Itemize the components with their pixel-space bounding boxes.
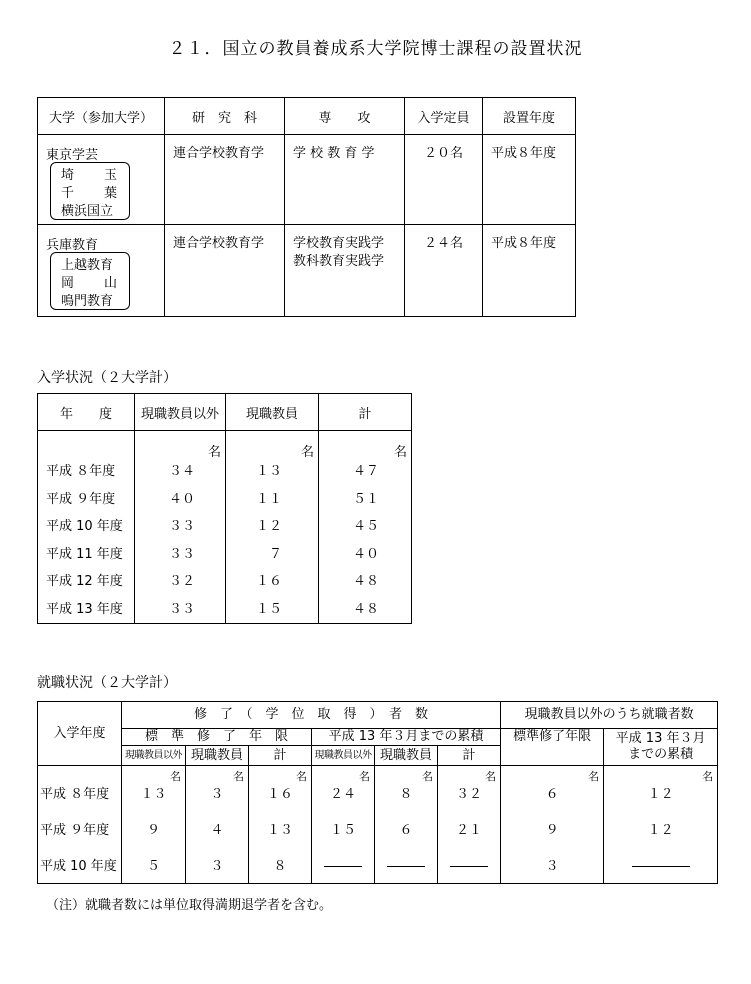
value: １３ <box>140 787 167 802</box>
header-cumulative-2 <box>604 729 718 766</box>
participant: 岡 <box>61 276 75 291</box>
value: ３ <box>545 859 559 874</box>
employment-body <box>38 766 718 884</box>
value: １５ <box>329 823 356 838</box>
value: ６ <box>399 823 413 838</box>
value: ８ <box>399 787 413 802</box>
value: ９ <box>146 823 160 838</box>
value: ２１ <box>456 823 483 838</box>
value: ３２ <box>456 787 483 802</box>
header-year: 年 度 <box>38 394 135 431</box>
participant: 山 <box>103 276 117 291</box>
entry-year-column <box>38 766 122 884</box>
year-label: 平成 12 年度 <box>46 574 123 590</box>
enrollment-table <box>37 393 412 624</box>
header-cumulative-2a: 平成 13 年３月 <box>615 731 706 746</box>
unit-label: 名 <box>588 770 600 783</box>
value: ３ <box>210 859 224 874</box>
participant-bracket <box>50 252 130 310</box>
established-year: 平成８年度 <box>491 146 557 161</box>
page-title: ２１．国立の教員養成系大学院博士課程の設置状況 <box>168 39 583 59</box>
year-label: 平成 ８年度 <box>46 464 116 479</box>
unit-label: 名 <box>233 770 244 783</box>
university-name: 東京学芸 <box>46 148 99 163</box>
dash <box>387 866 425 867</box>
year-label: 平成 10 年度 <box>46 519 123 535</box>
table-row <box>38 135 576 225</box>
established-year: 平成８年度 <box>491 236 557 251</box>
value-column <box>438 766 501 884</box>
unit-label: 名 <box>300 445 314 460</box>
value: ３３ <box>168 601 195 617</box>
header-teacher: 現職教員 <box>375 746 438 766</box>
value: １２ <box>255 519 282 535</box>
header-non-teacher: 現職教員以外 <box>312 746 375 766</box>
value: ５ <box>146 859 160 874</box>
participant: 埼 <box>61 168 75 183</box>
value: ９ <box>545 823 559 838</box>
unit-label: 名 <box>207 445 221 460</box>
value: ６ <box>545 787 559 802</box>
header-non-teacher: 現職教員以外 <box>122 746 186 766</box>
participant: 葉 <box>103 186 117 201</box>
footnote: （注）就職者数には単位取得満期退学者を含む。 <box>46 898 333 913</box>
major-item: 教科教育実践学 <box>293 254 385 269</box>
value: １１ <box>255 491 282 507</box>
participant: 鳴門教育 <box>61 294 114 309</box>
unit-label: 名 <box>170 770 181 783</box>
value: ４０ <box>168 491 195 507</box>
participant-bracket <box>50 162 130 220</box>
header-capacity: 入学定員 <box>405 98 483 135</box>
value: ２４ <box>329 787 356 802</box>
value: ４８ <box>352 574 379 590</box>
unit-label: 名 <box>485 770 497 783</box>
header-graduate-school: 研 究 科 <box>165 98 285 135</box>
major <box>285 225 404 271</box>
table-row <box>38 225 576 317</box>
value: １６ <box>255 574 282 590</box>
teacher-column <box>226 431 319 624</box>
year-label: 平成 13 年度 <box>46 601 123 617</box>
employment-table <box>37 701 718 884</box>
establishment-table <box>37 97 576 317</box>
year-label: 平成 11 年度 <box>46 546 123 562</box>
header-university: 大学（参加大学） <box>38 98 165 135</box>
value: １２ <box>647 787 674 802</box>
university-cell <box>38 225 165 317</box>
header-teacher: 現職教員 <box>226 394 319 431</box>
dash <box>324 866 362 867</box>
value: ３２ <box>168 574 195 590</box>
participant: 千 <box>61 186 75 201</box>
capacity: ２０名 <box>423 146 463 161</box>
header-entry-year: 入学年度 <box>38 702 122 766</box>
value-column <box>186 766 249 884</box>
value: ７ <box>268 546 282 562</box>
value: ３３ <box>168 519 195 535</box>
major: 学 校 教 育 学 <box>293 146 375 161</box>
value-column <box>604 766 718 884</box>
total-column <box>319 431 412 624</box>
value: ４０ <box>352 546 379 562</box>
value: ８ <box>273 859 287 874</box>
value: ３４ <box>168 464 195 479</box>
value: ３ <box>210 787 224 802</box>
non-teacher-column <box>135 431 226 624</box>
value: ４７ <box>352 464 379 479</box>
year-label: 平成 ８年度 <box>40 787 110 802</box>
value: １３ <box>266 823 293 838</box>
header-non-teacher: 現職教員以外 <box>135 394 226 431</box>
unit-label: 名 <box>296 770 307 783</box>
header-cumulative-2b: までの累積 <box>628 747 694 762</box>
year-label: 平成 ９年度 <box>40 823 110 838</box>
value: １３ <box>255 464 282 479</box>
unit-label: 名 <box>359 770 370 783</box>
header-standard-period: 標 準 修 了 年 限 <box>122 729 312 746</box>
header-teacher: 現職教員 <box>186 746 249 766</box>
value: ５１ <box>352 491 379 507</box>
header-cumulative: 平成 13 年３月までの累積 <box>312 729 501 746</box>
dash <box>450 866 488 867</box>
header-completers: 修 了 （ 学 位 取 得 ） 者 数 <box>122 702 501 729</box>
value: ４８ <box>352 601 379 617</box>
header-total: 計 <box>438 746 501 766</box>
capacity: ２４名 <box>423 236 463 251</box>
header-standard-period-2: 標準修了年限 <box>501 729 604 766</box>
major-item: 学校教育実践学 <box>293 236 385 251</box>
value: ４５ <box>352 519 379 535</box>
university-cell <box>38 135 165 225</box>
header-employed: 現職教員以外のうち就職者数 <box>501 702 718 729</box>
value-column <box>501 766 604 884</box>
graduate-school: 連合学校教育学 <box>173 236 265 251</box>
value: １６ <box>266 787 293 802</box>
graduate-school: 連合学校教育学 <box>173 146 265 161</box>
dash <box>632 866 690 867</box>
value-column <box>312 766 375 884</box>
year-label: 平成 10 年度 <box>40 859 117 874</box>
unit-label: 名 <box>702 770 714 783</box>
value: ４ <box>210 823 224 838</box>
participant: 玉 <box>103 168 117 183</box>
value: ３３ <box>168 546 195 562</box>
enrollment-heading: 入学状況（２大学計） <box>37 370 177 386</box>
participant: 横浜国立 <box>61 204 114 219</box>
header-established-year: 設置年度 <box>483 98 576 135</box>
university-name: 兵庫教育 <box>46 238 99 253</box>
unit-label: 名 <box>393 445 407 460</box>
year-column <box>38 431 135 624</box>
year-label: 平成 ９年度 <box>46 491 116 507</box>
header-total: 計 <box>249 746 312 766</box>
unit-label: 名 <box>422 770 433 783</box>
employment-heading: 就職状況（２大学計） <box>37 675 177 691</box>
value: １５ <box>255 601 282 617</box>
value-column <box>375 766 438 884</box>
value-column <box>122 766 186 884</box>
participant: 上越教育 <box>61 258 114 273</box>
value-column <box>249 766 312 884</box>
value: １２ <box>647 823 674 838</box>
header-major: 専 攻 <box>285 98 405 135</box>
header-total: 計 <box>319 394 412 431</box>
